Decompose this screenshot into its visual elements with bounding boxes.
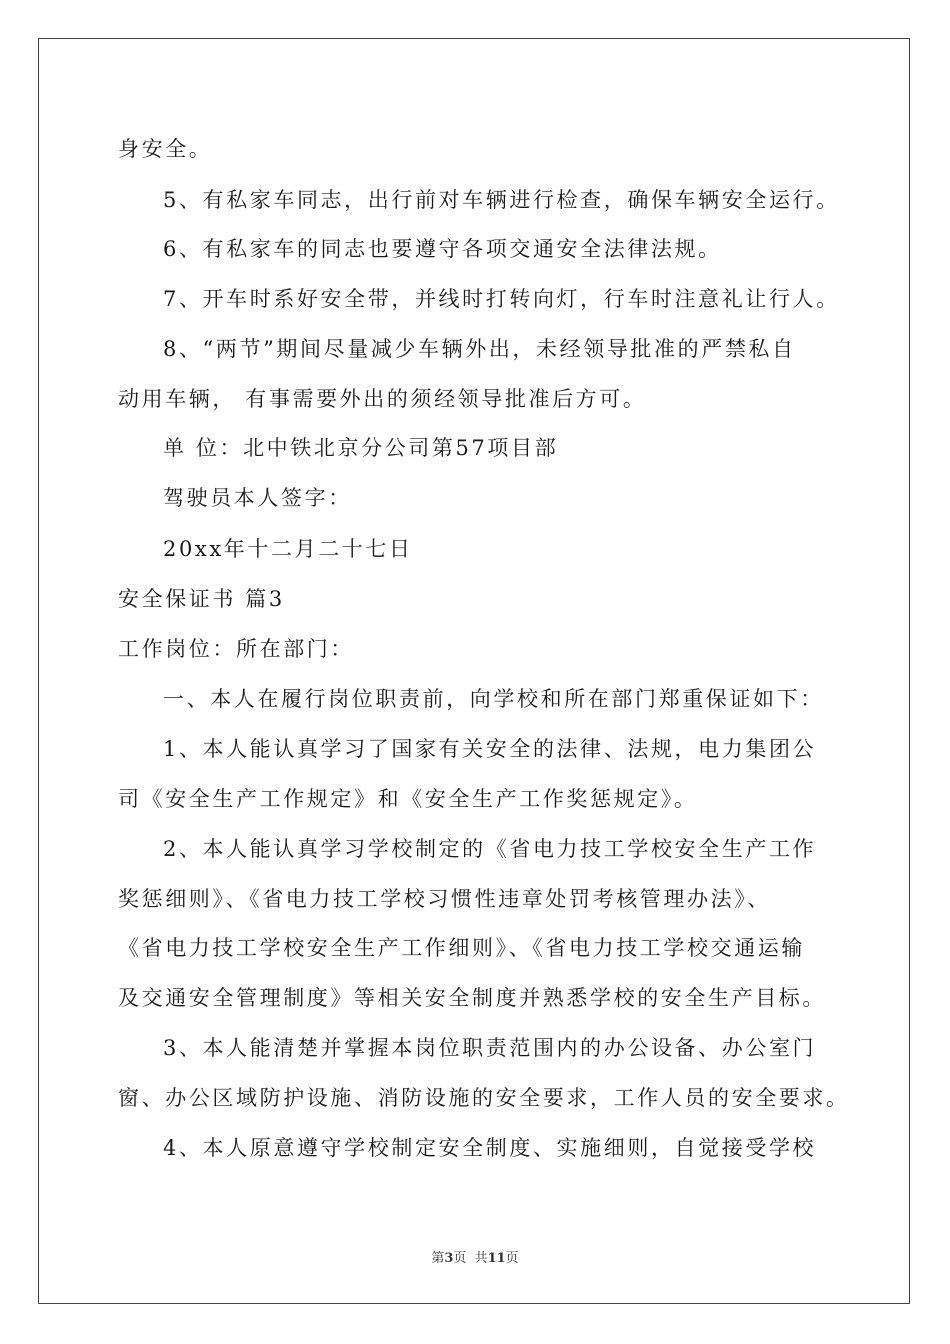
page-border <box>38 38 910 1304</box>
text-line-18: 及交通安全管理制度》等相关安全制度并熟悉学校的安全生产目标。 <box>118 986 826 1010</box>
text-line-1: 身安全。 <box>118 137 213 161</box>
total-pages: 11 <box>487 1251 506 1266</box>
text-line-8: 驾驶员本人签字： <box>163 486 352 510</box>
text-line-5: 8、“两节”期间尽量减少车辆外出，未经领导批准的严禁私自 <box>163 337 796 361</box>
text-line-19: 3、本人能清楚并掌握本岗位职责范围内的办公设备、办公室门 <box>163 1036 817 1060</box>
text-line-16: 奖惩细则》、《省电力技工学校习惯性违章处罚考核管理办法》、 <box>118 887 771 911</box>
text-line-6: 动用车辆， 有事需要外出的须经领导批准后方可。 <box>118 387 647 411</box>
total-prefix: 共 <box>474 1251 488 1266</box>
page-footer <box>0 1247 950 1266</box>
text-line-15: 2、本人能认真学习学校制定的《省电力技工学校安全生产工作 <box>163 837 817 861</box>
text-line-17: 《省电力技工学校安全生产工作细则》、《省电力技工学校交通运输 <box>118 936 805 960</box>
text-line-9: 20xx年十二月二十七日 <box>163 537 413 561</box>
page-current: 3 <box>444 1251 454 1266</box>
text-line-20: 窗、办公区域防护设施、消防设施的安全要求，工作人员的安全要求。 <box>118 1086 850 1110</box>
text-line-12: 一、本人在履行岗位职责前，向学校和所在部门郑重保证如下： <box>163 687 824 711</box>
section-heading: 安全保证书 篇3 <box>118 587 285 611</box>
page-prefix: 第 <box>431 1251 445 1266</box>
text-line-13: 1、本人能认真学习了国家有关安全的法律、法规，电力集团公 <box>163 737 817 761</box>
text-line-21: 4、本人原意遵守学校制定安全制度、实施细则，自觉接受学校 <box>163 1136 817 1160</box>
page-suffix: 页 <box>453 1251 467 1266</box>
text-line-2: 5、有私家车同志，出行前对车辆进行检查，确保车辆安全运行。 <box>163 188 840 212</box>
text-line-4: 7、开车时系好安全带，并线时打转向灯，行车时注意礼让行人。 <box>163 287 840 311</box>
total-suffix: 页 <box>505 1251 519 1266</box>
text-line-7: 单 位：北中铁北京分公司第57项目部 <box>163 436 559 460</box>
text-line-3: 6、有私家车的同志也要遵守各项交通安全法律法规。 <box>163 237 722 261</box>
text-line-11: 工作岗位：所在部门： <box>118 637 354 661</box>
text-line-14: 司《安全生产工作规定》和《安全生产工作奖惩规定》。 <box>118 787 698 811</box>
